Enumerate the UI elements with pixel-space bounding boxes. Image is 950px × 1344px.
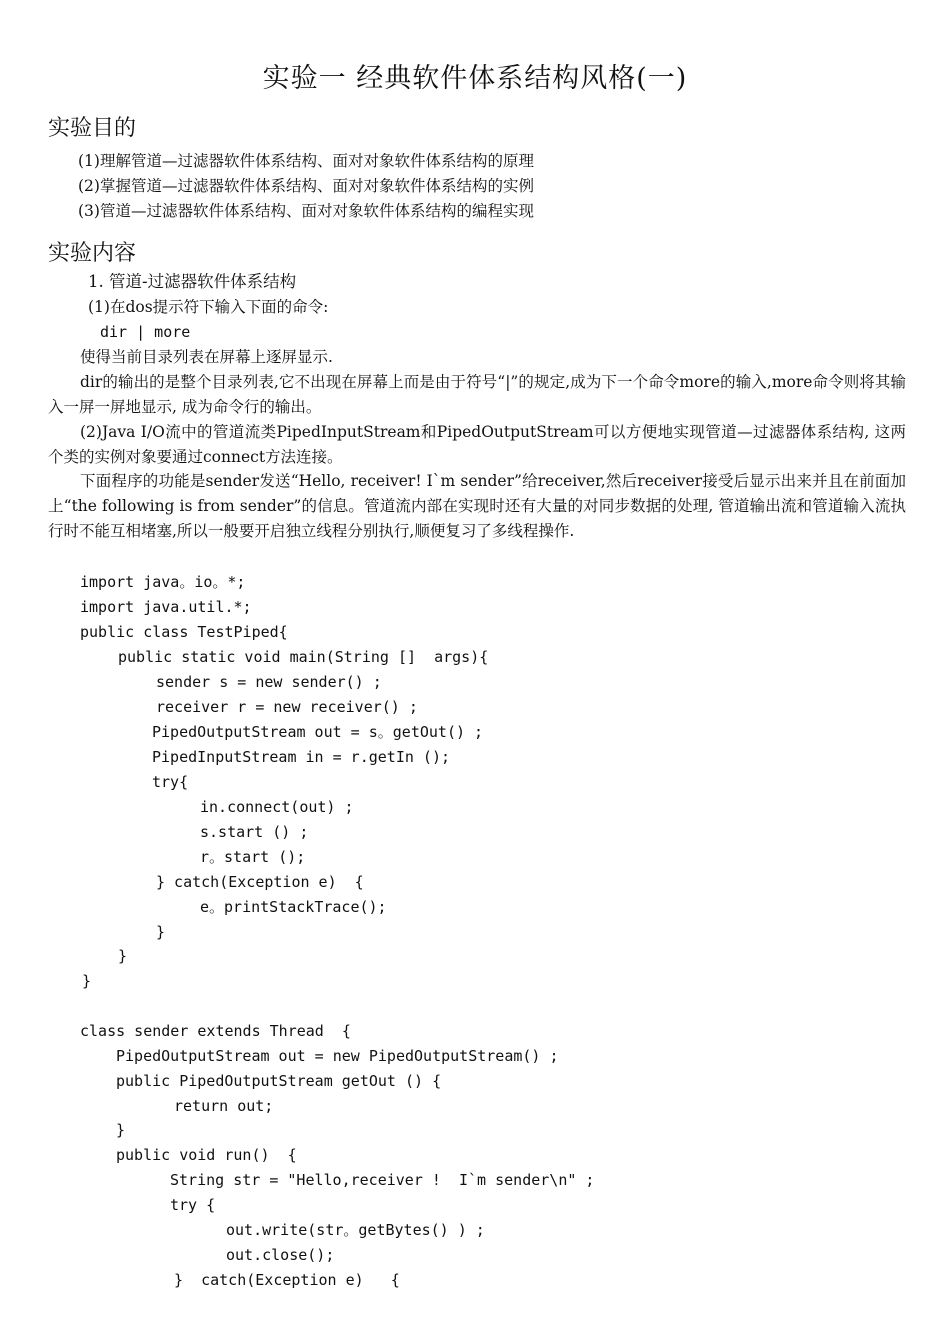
subsection-heading: 1. 管道-过滤器软件体系结构: [88, 272, 297, 291]
section-heading-content: 实验内容: [48, 241, 137, 266]
page-title: 实验一 经典软件体系结构风格(一): [262, 63, 688, 94]
code-line: sender s = new sender() ;: [156, 673, 382, 691]
paragraph: dir的输出的是整个目录列表,它不出现在屏幕上而是由于符号“|”的规定,成为下一个命令more的输入,more命令则将其输入一屏一屏地显示, 成为命令行的输出。: [48, 373, 906, 416]
code-line: class sender extends Thread {: [80, 1022, 351, 1040]
code-line: out.write(str。getBytes() ) ;: [226, 1221, 485, 1239]
code-line: }: [156, 923, 166, 941]
step-text: (1)在dos提示符下输入下面的命令:: [88, 298, 329, 316]
code-line: s.start () ;: [200, 823, 309, 841]
section-heading-purpose: 实验目的: [48, 116, 137, 141]
paragraph: 使得当前目录列表在屏幕上逐屏显示.: [80, 348, 333, 366]
command-text: dir | more: [100, 323, 191, 341]
code-line: out.close();: [226, 1246, 335, 1264]
code-line: public class TestPiped{: [80, 623, 288, 641]
code-line: }: [82, 972, 92, 990]
paragraph: (2)Java I/O流中的管道流类PipedInputStream和PipedOutputStream可以方便地实现管道—过滤器体系结构, 这两个类的实例对象要通过connect方法连接。: [48, 423, 906, 466]
code-line: } catch(Exception e) {: [156, 873, 364, 891]
code-line: public void run() {: [116, 1146, 297, 1164]
code-line: public PipedOutputStream getOut () {: [116, 1072, 442, 1090]
code-line: in.connect(out) ;: [200, 798, 354, 816]
code-line: e。printStackTrace();: [200, 898, 387, 916]
paragraph: 下面程序的功能是sender发送“Hello, receiver! I`m sender”给receiver,然后receiver接受后显示出来并且在前面加上“the following is from sender”的信息。管道流内部在实现时还有大量的对同步数据的处理, 管道输出流和管道输入流执行时不能互相堵塞,所以一般要开启独立线程分别执行,顺便复习了多线程操作.: [48, 472, 906, 540]
code-line: receiver r = new receiver() ;: [156, 698, 418, 716]
code-line: import java。io。*;: [80, 573, 246, 591]
code-line: r。start ();: [200, 848, 306, 866]
code-line: String str = "Hello,receiver ! I`m sender\n" ;: [170, 1171, 595, 1189]
code-line: PipedInputStream in = r.getIn ();: [152, 748, 451, 766]
code-line: return out;: [174, 1097, 274, 1115]
code-line: } catch(Exception e) {: [174, 1271, 400, 1289]
code-line: }: [118, 947, 128, 965]
purpose-item: (3)管道—过滤器软件体系结构、面对对象软件体系结构的编程实现: [78, 202, 534, 220]
code-line: import java.util.*;: [80, 598, 252, 616]
code-line: public static void main(String [] args){: [118, 648, 489, 666]
code-line: }: [116, 1121, 126, 1139]
code-line: try{: [152, 773, 189, 791]
code-line: try {: [170, 1196, 216, 1214]
code-line: PipedOutputStream out = new PipedOutputStream() ;: [116, 1047, 559, 1065]
code-line: PipedOutputStream out = s。getOut() ;: [152, 723, 484, 741]
purpose-item: (2)掌握管道—过滤器软件体系结构、面对对象软件体系结构的实例: [78, 177, 534, 195]
purpose-item: (1)理解管道—过滤器软件体系结构、面对对象软件体系结构的原理: [78, 152, 534, 170]
